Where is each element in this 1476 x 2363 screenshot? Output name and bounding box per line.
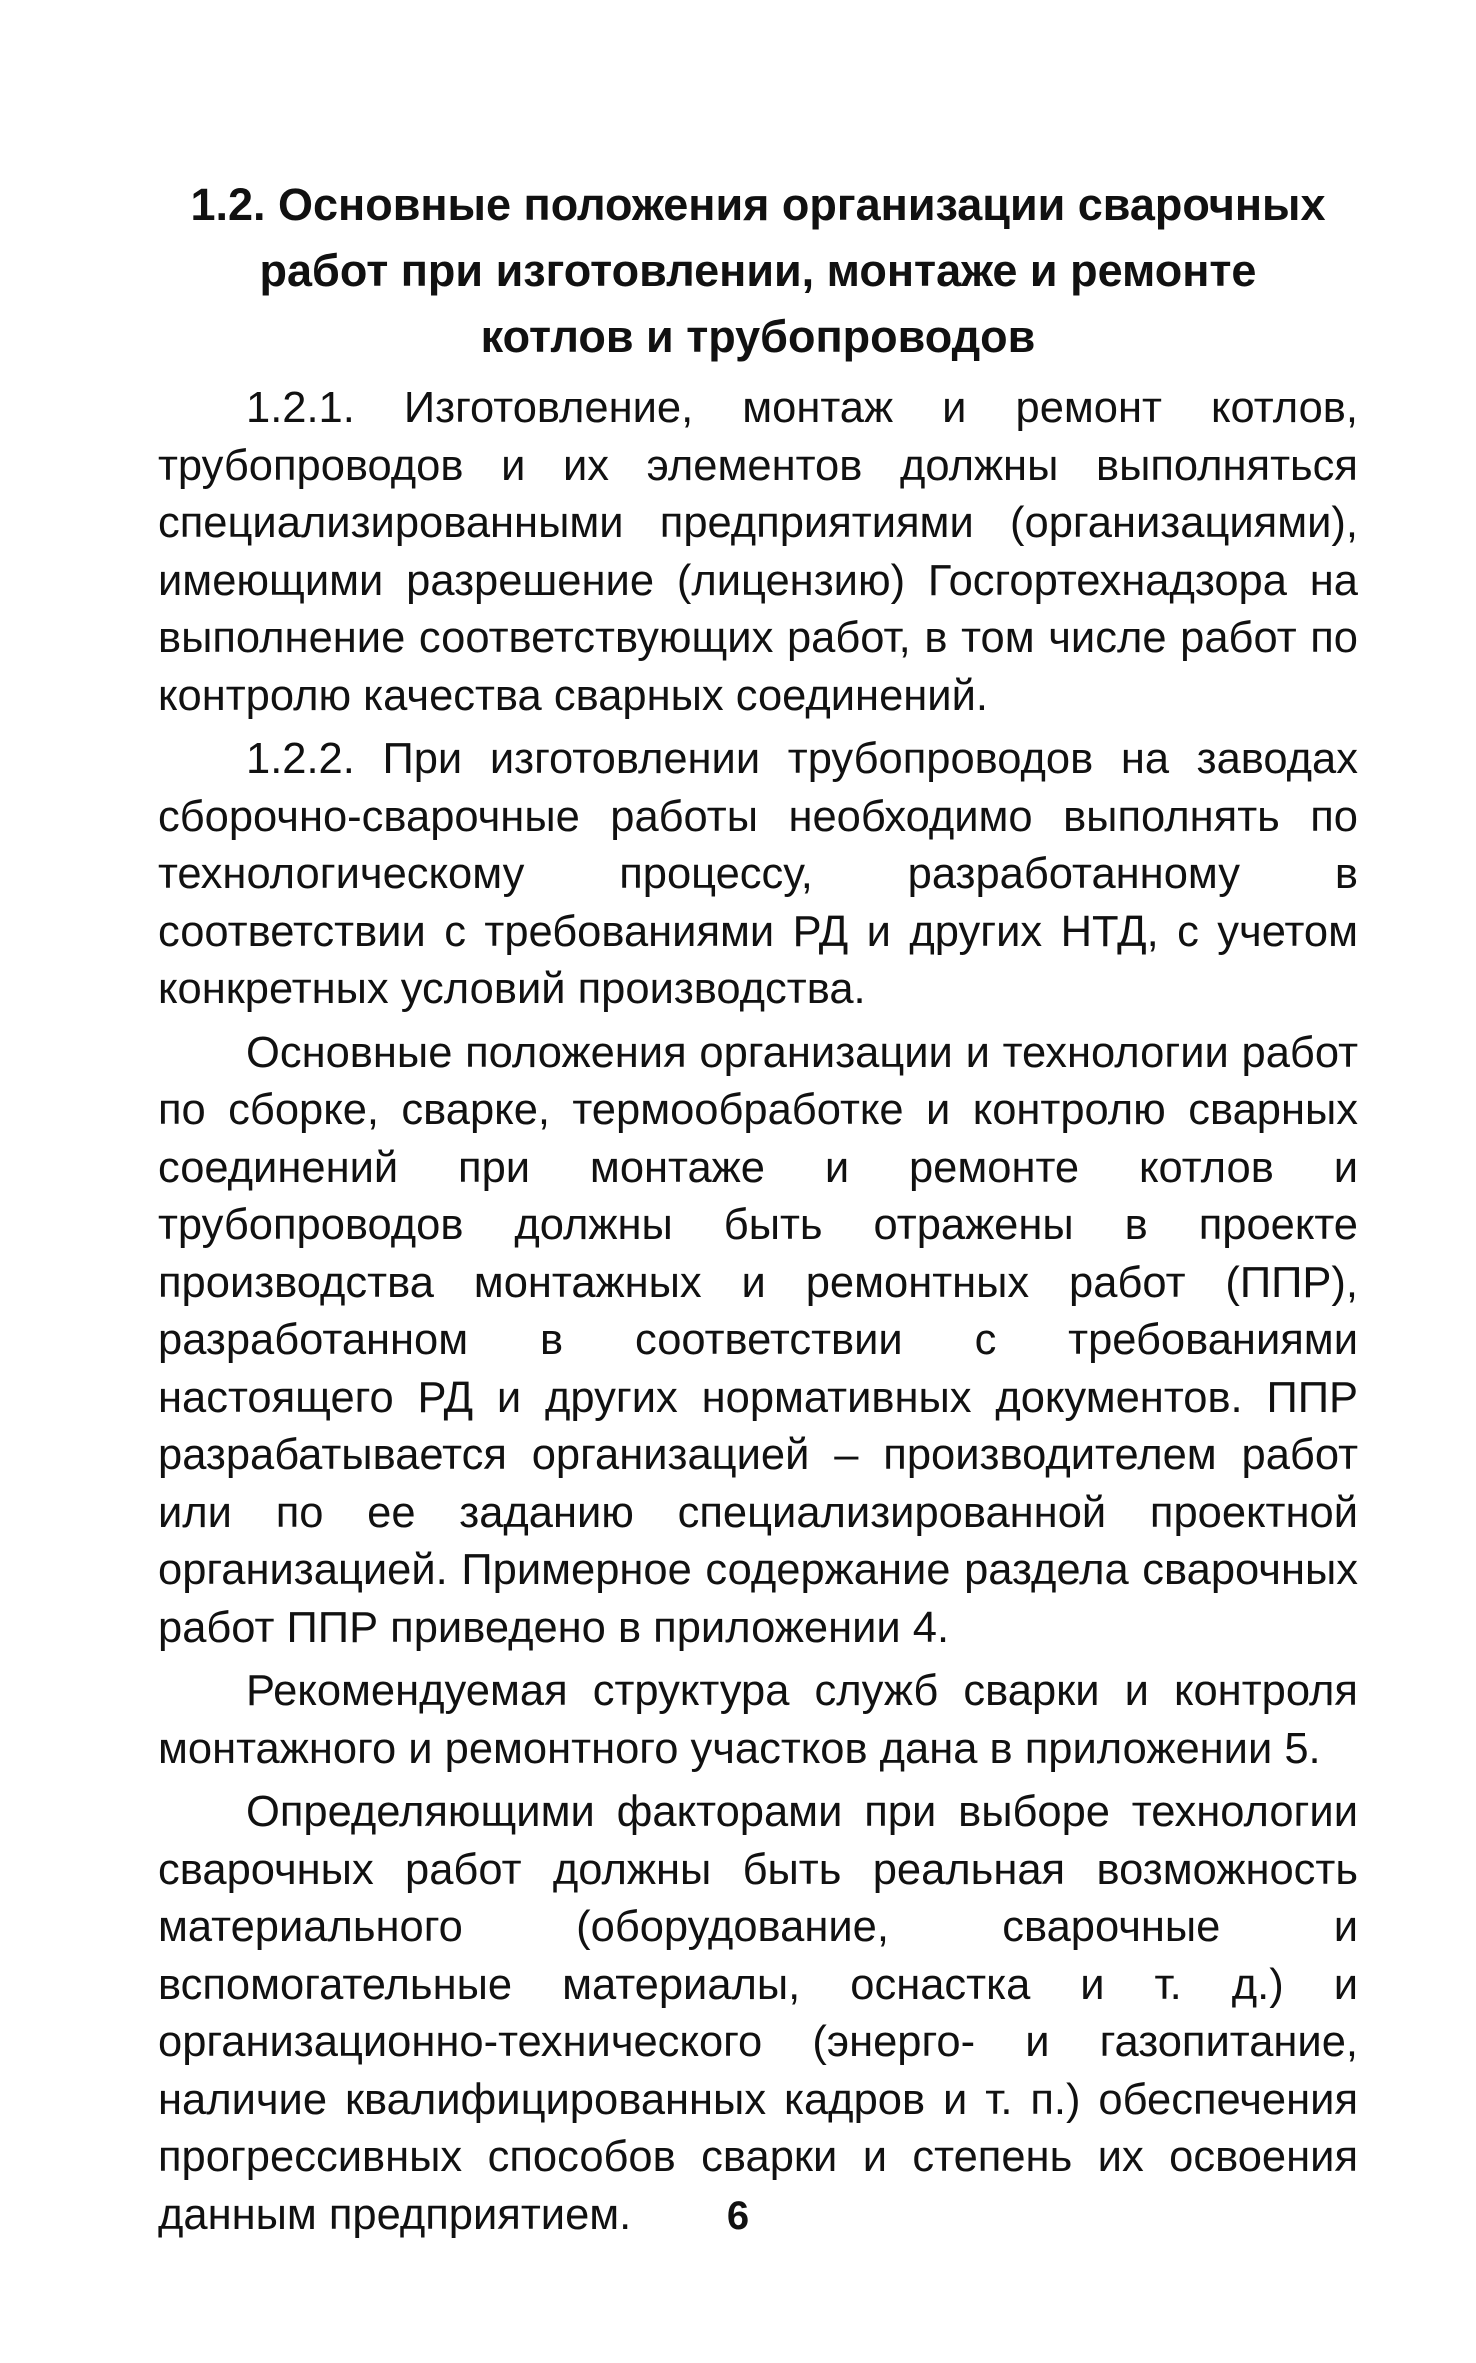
page-content	[158, 172, 1358, 2250]
page-number: 6	[726, 2194, 750, 2238]
paragraph-factors: Определяющими факторами при выборе технологии сварочных работ должны быть реальная возможность материального (оборудование, сварочные и вспомогательные материалы, оснастка и т. д.) и организационно-технического (энерго- и газопитание, наличие квалифицированных кадров и т. п.) обеспечения прогрессивных способов сварки и степень их освоения данным предприятием.	[158, 1788, 1358, 2239]
paragraph-1-2-2: 1.2.2. При изготовлении трубопроводов на заводах сборочно-сварочные работы необходимо выполнять по технологическому процессу, разработанному в соответствии с требованиями РД и других НТД, с учетом конкретных условий производства.	[158, 735, 1358, 1013]
paragraph-1-2-1: 1.2.1. Изготовление, монтаж и ремонт котлов, трубопроводов и их элементов должны выполняться специализированными предприятиями (организациями), имеющими разрешение (лицензию) Госгортехнадзора на выполнение соответствующих работ, в том числе работ по контролю качества сварных соединений.	[158, 384, 1358, 720]
section-heading	[158, 172, 1358, 370]
section-heading-line-2: работ при изготовлении, монтаже и ремонте	[259, 245, 1257, 296]
section-heading-line-3: котлов и трубопроводов	[480, 311, 1036, 362]
section-heading-line-1: 1.2. Основные положения организации сварочных	[190, 179, 1326, 230]
paragraph-structure: Рекомендуемая структура служб сварки и контроля монтажного и ремонтного участков дана в приложении 5.	[158, 1667, 1358, 1773]
paragraph-ppr: Основные положения организации и технологии работ по сборке, сварке, термообработке и контролю сварных соединений при монтаже и ремонте котлов и трубопроводов должны быть отражены в проекте производства монтажных и ремонтных работ (ППР), разработанном в соответствии с требованиями настоящего РД и других нормативных документов. ППР разрабатывается организацией – производителем работ или по ее заданию специализированной проектной организацией. Примерное содержание раздела сварочных работ ППР приведено в приложении 4.	[158, 1028, 1358, 1652]
